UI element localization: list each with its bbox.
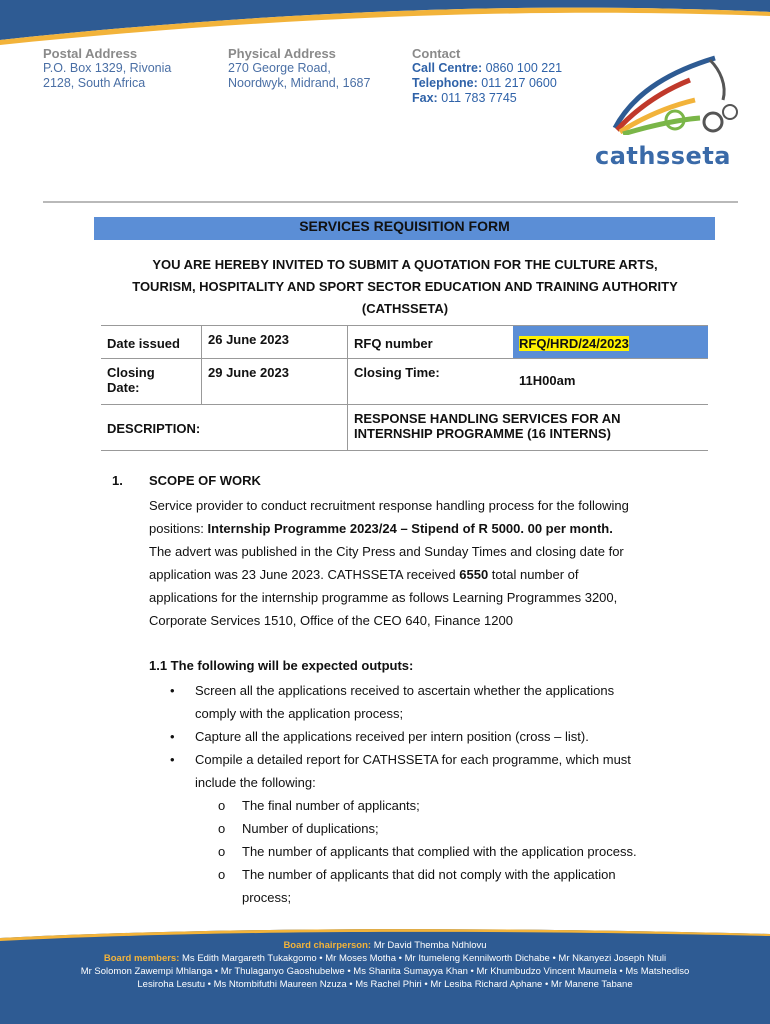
output-3-line-1: Compile a detailed report for CATHSSETA for each programme, which must [195,752,631,767]
bullet-icon: • [170,752,175,767]
call-centre-line [412,61,562,76]
list-item [170,679,730,725]
closing-date-label-line-1: Closing [107,365,155,380]
internship-stipend-text: Internship Programme 2023/24 – Stipend of R 5000. 00 per month. [207,521,613,536]
scope-line-3: The advert was published in the City Press and Sunday Times and closing date for [149,544,624,559]
date-issued-value: 26 June 2023 [202,326,348,359]
fax-value: 011 783 7745 [441,91,517,105]
closing-time-value: 11H00am [513,359,708,405]
postal-address-label: Postal Address [43,46,138,61]
rfq-details-table [101,325,708,451]
postal-line-2: 2128, South Africa [43,76,146,90]
report-item-4-line-1: The number of applicants that did not comply with the application [242,867,616,882]
closing-time-label: Closing Time: [348,359,514,405]
invitation-line-1: YOU ARE HEREBY INVITED TO SUBMIT A QUOTATION FOR THE CULTURE ARTS, [152,257,658,272]
physical-address-label: Physical Address [228,46,336,61]
report-item-2: Number of duplications; [242,821,379,836]
hollow-bullet-icon: o [218,844,226,859]
output-1-line-2: comply with the application process; [195,706,404,721]
telephone-line [412,76,562,91]
contact-label: Contact [412,46,461,61]
board-members-line-2: Mr Solomon Zawempi Mhlanga • Mr Thulaganyo Gaoshubelwe • Ms Shanita Sumayya Khan • Mr Khumbudzo Vincent Maumela • Ms Matshediso [80,966,690,977]
list-item [170,748,730,794]
scope-paragraph [149,494,729,632]
table-row [101,359,708,405]
description-label: DESCRIPTION: [101,405,348,451]
outputs-heading: 1.1 The following will be expected outputs: [149,658,414,673]
scope-line-1: Service provider to conduct recruitment response handling process for the following [149,498,629,513]
telephone-label: Telephone: [412,76,478,90]
invitation-line-3: (CATHSSETA) [361,301,449,316]
board-members-line-3: Lesiroha Lesutu • Ms Ntombifuthi Maureen Nzuza • Ms Rachel Phiri • Mr Lesiba Richard Aphane • Mr Manene Tabane [137,979,633,990]
outputs-list [170,679,730,909]
description-value [348,405,709,451]
scope-line-2-text: positions: [149,521,208,536]
telephone-value: 011 217 0600 [481,76,557,90]
applications-count: 6550 [459,567,489,582]
hollow-bullet-icon: o [218,821,226,836]
scope-line-4-b: total number of [488,567,579,582]
invitation-text [60,254,750,320]
physical-line-2: Noordwyk, Midrand, 1687 [228,76,371,90]
report-item-3: The number of applicants that complied with the application process. [242,844,637,859]
call-centre-value: 0860 100 221 [485,61,563,75]
table-row [101,405,708,451]
bullet-icon: • [170,729,175,744]
closing-date-label-line-2: Date: [107,380,140,395]
scope-line-4 [149,563,729,586]
header-divider [43,201,738,203]
call-centre-label: Call Centre: [412,61,483,75]
logo-emblem-icon [595,50,745,135]
cathsseta-logo [595,50,745,170]
board-members-label: Board members: [103,953,180,964]
scope-line-6: Corporate Services 1510, Office of the CEO 640, Finance 1200 [149,613,513,628]
board-chair-label: Board chairperson: [283,940,372,951]
board-chair-value: Mr David Themba Ndhlovu [371,940,487,951]
postal-line-1: P.O. Box 1329, Rivonia [43,61,172,75]
report-item-4-line-2: process; [242,890,292,905]
rfq-number-value: RFQ/HRD/24/2023 [519,336,629,351]
postal-address [43,46,171,91]
fax-line [412,91,562,106]
list-item [170,817,730,840]
list-item [170,863,730,909]
scope-heading: SCOPE OF WORK [149,473,261,488]
hollow-bullet-icon: o [218,867,226,882]
rfq-number-label: RFQ number [348,326,514,359]
physical-line-1: 270 George Road, [228,61,331,75]
list-item [170,840,730,863]
date-issued-label: Date issued [101,326,202,359]
physical-address [228,46,370,91]
list-item [170,725,730,748]
board-chair-line [0,939,770,952]
board-members-line-1 [0,952,770,965]
list-item [170,794,730,817]
description-line-2: INTERNSHIP PROGRAMME (16 INTERNS) [354,426,611,441]
scope-line-5: applications for the internship programme as follows Learning Programmes 3200, [149,590,618,605]
board-info [0,939,770,991]
description-line-1: RESPONSE HANDLING SERVICES FOR AN [354,411,621,426]
output-2: Capture all the applications received per intern position (cross – list). [195,729,589,744]
scope-line-2 [149,517,729,540]
report-item-1: The final number of applicants; [242,798,420,813]
fax-label: Fax: [412,91,438,105]
contact-block [412,46,562,106]
rfq-number-cell [513,326,708,359]
board-members-text-1: Ms Edith Margareth Tukakgomo • Mr Moses Motha • Mr Itumeleng Kennilworth Dichabe • Mr Nkanyezi Joseph Ntuli [179,953,667,964]
invitation-line-2: TOURISM, HOSPITALITY AND SPORT SECTOR EDUCATION AND TRAINING AUTHORITY [132,279,678,294]
form-title: SERVICES REQUISITION FORM [94,217,715,240]
scope-number: 1. [112,473,123,488]
closing-date-label [101,359,202,405]
scope-line-4-a: application was 23 June 2023. CATHSSETA received [149,567,460,582]
logo-wordmark: cathsseta [595,142,731,170]
output-1-line-1: Screen all the applications received to ascertain whether the applications [195,683,615,698]
table-row [101,326,708,359]
header-wave-band [0,0,770,45]
closing-date-value: 29 June 2023 [202,359,348,405]
bullet-icon: • [170,683,175,698]
output-3-line-2: include the following: [195,775,316,790]
hollow-bullet-icon: o [218,798,226,813]
